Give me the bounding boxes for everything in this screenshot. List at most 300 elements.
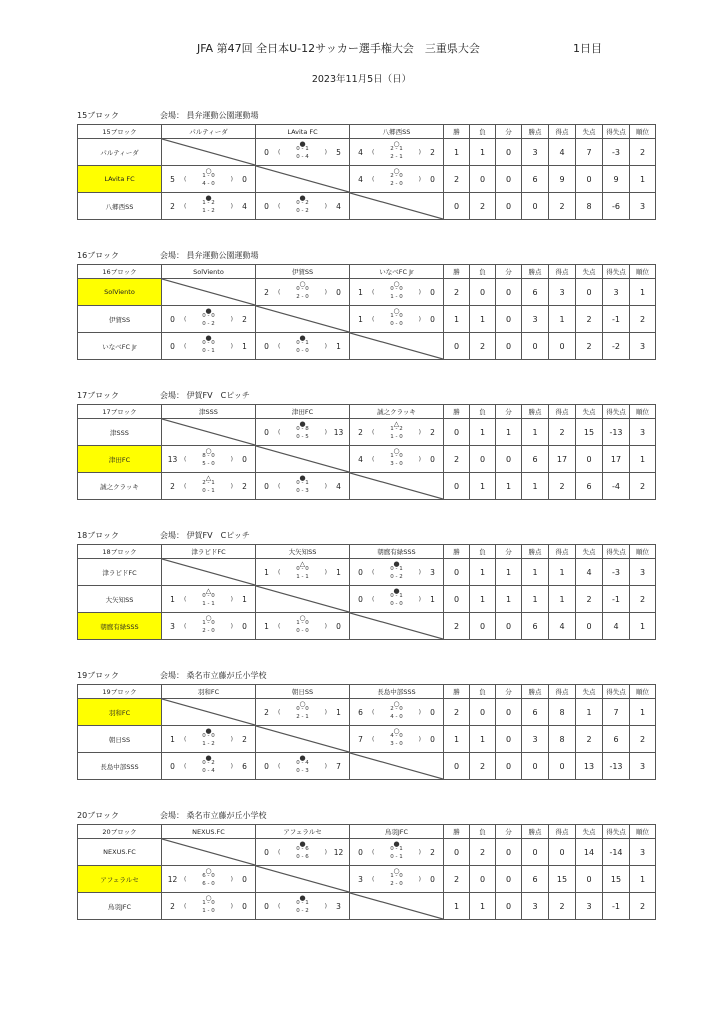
table-header-row bbox=[78, 685, 656, 699]
stat-value: 0 bbox=[444, 586, 470, 613]
paren-close: ) bbox=[418, 316, 421, 323]
result-mark: ○ bbox=[205, 867, 212, 875]
stat-header: 順位 bbox=[630, 685, 656, 699]
diagonal-line bbox=[162, 699, 255, 725]
stat-value: 0 bbox=[522, 333, 549, 360]
block-section bbox=[77, 390, 655, 500]
stat-value: 0 bbox=[444, 839, 470, 866]
stat-value: 1 bbox=[444, 893, 470, 920]
stat-value: 1 bbox=[522, 419, 549, 446]
paren-open: ( bbox=[372, 596, 375, 603]
goals-against: 1 bbox=[430, 595, 435, 604]
match-result-cell bbox=[162, 446, 256, 473]
result-mark: ● bbox=[299, 474, 306, 482]
goals-against: 1 bbox=[336, 342, 341, 351]
stat-header: 負 bbox=[470, 125, 496, 139]
first-half-score: 0 - 0 bbox=[390, 286, 403, 292]
match-result-cell bbox=[256, 193, 350, 220]
stat-header: 負 bbox=[470, 825, 496, 839]
paren-close: ) bbox=[230, 176, 233, 183]
stat-header: 順位 bbox=[630, 405, 656, 419]
block-name: 19ブロック bbox=[77, 671, 120, 680]
second-half-score: 0 - 0 bbox=[390, 601, 403, 607]
stat-header: 得失点 bbox=[603, 405, 630, 419]
stat-value: 2 bbox=[630, 473, 656, 500]
first-half-score: 0 - 1 bbox=[296, 340, 309, 346]
table-header-row bbox=[78, 265, 656, 279]
block-name: 16ブロック bbox=[77, 251, 120, 260]
second-half-score: 2 - 1 bbox=[296, 714, 309, 720]
first-half-score: 0 - 8 bbox=[296, 426, 309, 432]
team-name: アフェラルセ bbox=[78, 866, 162, 893]
first-half-score: 1 - 0 bbox=[202, 620, 215, 626]
goals-for: 4 bbox=[358, 455, 363, 464]
paren-close: ) bbox=[230, 736, 233, 743]
first-half-score: 1 - 0 bbox=[202, 900, 215, 906]
first-half-score: 1 - 0 bbox=[390, 873, 403, 879]
stat-value: 1 bbox=[630, 446, 656, 473]
result-mark: ○ bbox=[393, 700, 400, 708]
stat-header: 順位 bbox=[630, 125, 656, 139]
team-name: 朝鷹有緑SSS bbox=[78, 613, 162, 640]
first-half-score: 0 - 1 bbox=[390, 593, 403, 599]
result-mark: ● bbox=[299, 840, 306, 848]
paren-close: ) bbox=[418, 149, 421, 156]
team-row bbox=[78, 893, 656, 920]
second-half-score: 2 - 0 bbox=[296, 294, 309, 300]
goals-against: 4 bbox=[336, 202, 341, 211]
first-half-score: 0 - 0 bbox=[202, 733, 215, 739]
block-header bbox=[77, 810, 655, 824]
stat-value: 1 bbox=[522, 473, 549, 500]
diagonal-line bbox=[256, 726, 349, 752]
diagonal-line bbox=[162, 419, 255, 445]
stat-value: 2 bbox=[549, 193, 576, 220]
stat-value: 4 bbox=[549, 613, 576, 640]
team-name: 伊賀SS bbox=[78, 306, 162, 333]
goals-for: 3 bbox=[358, 875, 363, 884]
paren-close: ) bbox=[324, 709, 327, 716]
second-half-score: 0 - 0 bbox=[296, 348, 309, 354]
stat-value: 1 bbox=[470, 306, 496, 333]
stat-value: 1 bbox=[630, 613, 656, 640]
stat-value: 0 bbox=[444, 473, 470, 500]
table-header-row bbox=[78, 125, 656, 139]
paren-open: ( bbox=[372, 709, 375, 716]
block-venue: 会場： 桑名市立藤が丘小学校 bbox=[160, 671, 267, 680]
goals-for: 1 bbox=[264, 622, 269, 631]
stat-header: 分 bbox=[496, 405, 522, 419]
team-name: パルティーダ bbox=[78, 139, 162, 166]
stat-value: 4 bbox=[603, 613, 630, 640]
block-section bbox=[77, 110, 655, 220]
result-mark: △ bbox=[393, 420, 400, 428]
paren-open: ( bbox=[278, 763, 281, 770]
second-half-score: 6 - 0 bbox=[202, 881, 215, 887]
paren-close: ) bbox=[230, 763, 233, 770]
goals-against: 0 bbox=[242, 902, 247, 911]
paren-open: ( bbox=[372, 289, 375, 296]
stat-value: -13 bbox=[603, 419, 630, 446]
paren-open: ( bbox=[372, 736, 375, 743]
stat-value: 17 bbox=[603, 446, 630, 473]
second-half-score: 2 - 0 bbox=[390, 881, 403, 887]
second-half-score: 0 - 5 bbox=[296, 434, 309, 440]
paren-close: ) bbox=[230, 483, 233, 490]
block-section bbox=[77, 670, 655, 780]
stat-value: 9 bbox=[549, 166, 576, 193]
stat-value: 1 bbox=[630, 866, 656, 893]
second-half-score: 0 - 4 bbox=[296, 154, 309, 160]
stat-value: 1 bbox=[444, 726, 470, 753]
result-mark: ● bbox=[205, 334, 212, 342]
team-name: 長島中部SSS bbox=[78, 753, 162, 780]
diagonal-line bbox=[256, 306, 349, 332]
stat-header: 失点 bbox=[576, 405, 603, 419]
match-result-cell bbox=[256, 893, 350, 920]
second-half-score: 0 - 3 bbox=[296, 488, 309, 494]
stat-header: 勝点 bbox=[522, 825, 549, 839]
block-name: 17ブロック bbox=[77, 391, 120, 400]
block-name: 18ブロック bbox=[77, 531, 120, 540]
stat-value: 0 bbox=[576, 866, 603, 893]
stat-header: 勝点 bbox=[522, 685, 549, 699]
paren-open: ( bbox=[184, 343, 187, 350]
paren-close: ) bbox=[230, 456, 233, 463]
result-mark: ○ bbox=[299, 614, 306, 622]
table-header-row bbox=[78, 405, 656, 419]
result-mark: ○ bbox=[393, 167, 400, 175]
goals-for: 0 bbox=[358, 568, 363, 577]
goals-against: 2 bbox=[430, 148, 435, 157]
first-half-score: 0 - 2 bbox=[296, 200, 309, 206]
stat-header: 得失点 bbox=[603, 125, 630, 139]
stat-value: 2 bbox=[444, 446, 470, 473]
result-mark: ○ bbox=[393, 727, 400, 735]
stat-header: 失点 bbox=[576, 825, 603, 839]
stat-value: 13 bbox=[576, 753, 603, 780]
block-section bbox=[77, 530, 655, 640]
stat-header: 得点 bbox=[549, 825, 576, 839]
goals-against: 7 bbox=[336, 762, 341, 771]
standings-table bbox=[77, 404, 656, 500]
stat-header: 失点 bbox=[576, 545, 603, 559]
second-half-score: 0 - 4 bbox=[202, 768, 215, 774]
team-name: 津田FC bbox=[78, 446, 162, 473]
result-mark: ● bbox=[299, 754, 306, 762]
stat-value: 2 bbox=[630, 726, 656, 753]
stat-value: 1 bbox=[549, 559, 576, 586]
stat-value: 1 bbox=[496, 473, 522, 500]
stat-value: -4 bbox=[603, 473, 630, 500]
stat-value: 6 bbox=[522, 613, 549, 640]
goals-for: 2 bbox=[170, 482, 175, 491]
paren-open: ( bbox=[372, 429, 375, 436]
stat-header: 勝 bbox=[444, 825, 470, 839]
self-match-cell bbox=[350, 473, 444, 500]
match-result-cell bbox=[162, 166, 256, 193]
self-match-cell bbox=[162, 699, 256, 726]
paren-close: ) bbox=[418, 456, 421, 463]
paren-close: ) bbox=[418, 876, 421, 883]
team-row bbox=[78, 139, 656, 166]
stat-value: 3 bbox=[630, 753, 656, 780]
stat-value: 6 bbox=[522, 866, 549, 893]
stat-header: 勝点 bbox=[522, 405, 549, 419]
paren-open: ( bbox=[278, 623, 281, 630]
block-venue: 会場： 桑名市立藤が丘小学校 bbox=[160, 811, 267, 820]
stat-value: 2 bbox=[549, 893, 576, 920]
block-name: 20ブロック bbox=[77, 811, 120, 820]
goals-against: 0 bbox=[242, 175, 247, 184]
result-mark: ● bbox=[299, 194, 306, 202]
corner-label: 16ブロック bbox=[78, 265, 162, 279]
match-result-cell bbox=[162, 473, 256, 500]
goals-for: 1 bbox=[358, 315, 363, 324]
stat-value: 0 bbox=[470, 699, 496, 726]
goals-for: 12 bbox=[167, 875, 178, 884]
paren-close: ) bbox=[324, 623, 327, 630]
paren-close: ) bbox=[230, 623, 233, 630]
second-half-score: 1 - 0 bbox=[390, 434, 403, 440]
stat-value: 2 bbox=[470, 193, 496, 220]
stat-value: 8 bbox=[549, 699, 576, 726]
corner-label: 18ブロック bbox=[78, 545, 162, 559]
goals-against: 4 bbox=[336, 482, 341, 491]
paren-open: ( bbox=[372, 149, 375, 156]
result-mark: ○ bbox=[393, 867, 400, 875]
team-row bbox=[78, 193, 656, 220]
team-name: LAvita FC bbox=[78, 166, 162, 193]
match-result-cell bbox=[162, 333, 256, 360]
stat-value: 3 bbox=[630, 419, 656, 446]
self-match-cell bbox=[350, 333, 444, 360]
second-half-score: 2 - 0 bbox=[202, 628, 215, 634]
second-half-score: 0 - 1 bbox=[202, 348, 215, 354]
first-half-score: 1 - 0 bbox=[390, 313, 403, 319]
stat-value: 6 bbox=[522, 279, 549, 306]
stat-header: 勝点 bbox=[522, 265, 549, 279]
stat-header: 分 bbox=[496, 265, 522, 279]
result-mark: ○ bbox=[299, 700, 306, 708]
team-name: 誠之クラッキ bbox=[78, 473, 162, 500]
stat-value: 14 bbox=[576, 839, 603, 866]
goals-for: 0 bbox=[264, 482, 269, 491]
goals-for: 0 bbox=[264, 762, 269, 771]
match-result-cell bbox=[162, 726, 256, 753]
goals-for: 2 bbox=[358, 428, 363, 437]
stat-value: 0 bbox=[576, 166, 603, 193]
paren-close: ) bbox=[324, 289, 327, 296]
first-half-score: 1 - 0 bbox=[296, 620, 309, 626]
result-mark: ● bbox=[393, 587, 400, 595]
second-half-score: 0 - 2 bbox=[296, 908, 309, 914]
paren-open: ( bbox=[372, 569, 375, 576]
stat-value: 15 bbox=[603, 866, 630, 893]
stat-value: 2 bbox=[630, 586, 656, 613]
stat-value: 2 bbox=[630, 139, 656, 166]
team-name: 鳥羽JFC bbox=[78, 893, 162, 920]
result-mark: ○ bbox=[299, 280, 306, 288]
stat-value: 4 bbox=[576, 559, 603, 586]
paren-open: ( bbox=[184, 483, 187, 490]
goals-against: 0 bbox=[430, 175, 435, 184]
opponent-header: 大矢知SS bbox=[256, 545, 350, 559]
stat-header: 得点 bbox=[549, 545, 576, 559]
stat-value: -3 bbox=[603, 559, 630, 586]
first-half-score: 0 - 2 bbox=[202, 760, 215, 766]
match-result-cell bbox=[256, 473, 350, 500]
goals-for: 0 bbox=[264, 202, 269, 211]
paren-open: ( bbox=[278, 849, 281, 856]
corner-label: 17ブロック bbox=[78, 405, 162, 419]
team-row bbox=[78, 839, 656, 866]
stat-header: 失点 bbox=[576, 685, 603, 699]
goals-against: 3 bbox=[430, 568, 435, 577]
first-half-score: 0 - 1 bbox=[296, 900, 309, 906]
team-name: 羽和FC bbox=[78, 699, 162, 726]
goals-against: 4 bbox=[242, 202, 247, 211]
stat-value: 1 bbox=[496, 559, 522, 586]
stat-value: 0 bbox=[496, 446, 522, 473]
paren-close: ) bbox=[324, 429, 327, 436]
goals-for: 1 bbox=[358, 288, 363, 297]
opponent-header: LAvita FC bbox=[256, 125, 350, 139]
stat-value: 0 bbox=[444, 193, 470, 220]
stat-value: 3 bbox=[630, 559, 656, 586]
second-half-score: 0 - 2 bbox=[296, 208, 309, 214]
self-match-cell bbox=[162, 419, 256, 446]
goals-against: 1 bbox=[242, 342, 247, 351]
first-half-score: 1 - 0 bbox=[202, 173, 215, 179]
team-name: いなべFC Jr bbox=[78, 333, 162, 360]
second-half-score: 1 - 2 bbox=[202, 208, 215, 214]
stat-value: 9 bbox=[603, 166, 630, 193]
paren-open: ( bbox=[278, 343, 281, 350]
stat-value: 1 bbox=[630, 166, 656, 193]
opponent-header: 朝日SS bbox=[256, 685, 350, 699]
goals-against: 12 bbox=[333, 848, 344, 857]
tournament-title: JFA 第47回 全日本U-12サッカー選手権大会 三重県大会 bbox=[197, 42, 480, 55]
paren-open: ( bbox=[372, 456, 375, 463]
paren-close: ) bbox=[418, 569, 421, 576]
stat-value: 0 bbox=[496, 753, 522, 780]
paren-close: ) bbox=[418, 849, 421, 856]
opponent-header: 誠之クラッキ bbox=[350, 405, 444, 419]
result-mark: ● bbox=[205, 754, 212, 762]
stat-value: 2 bbox=[630, 306, 656, 333]
paren-open: ( bbox=[184, 456, 187, 463]
match-result-cell bbox=[350, 446, 444, 473]
block-header bbox=[77, 390, 655, 404]
result-mark: ● bbox=[299, 420, 306, 428]
day-label: 1日目 bbox=[573, 42, 602, 55]
stat-value: 3 bbox=[630, 839, 656, 866]
stat-value: 3 bbox=[522, 726, 549, 753]
goals-for: 0 bbox=[264, 148, 269, 157]
stat-value: 1 bbox=[470, 139, 496, 166]
result-mark: ○ bbox=[205, 447, 212, 455]
stat-value: 0 bbox=[549, 333, 576, 360]
goals-against: 1 bbox=[336, 708, 341, 717]
stat-value: 1 bbox=[496, 419, 522, 446]
opponent-header: 羽和FC bbox=[162, 685, 256, 699]
opponent-header: 長島中部SSS bbox=[350, 685, 444, 699]
stat-value: 3 bbox=[522, 139, 549, 166]
opponent-header: 津ラピドFC bbox=[162, 545, 256, 559]
team-row bbox=[78, 866, 656, 893]
first-half-score: 1 - 0 bbox=[390, 453, 403, 459]
table-header-row bbox=[78, 545, 656, 559]
stat-value: 2 bbox=[549, 473, 576, 500]
first-half-score: 0 - 0 bbox=[296, 286, 309, 292]
stat-value: 0 bbox=[576, 446, 603, 473]
stat-header: 勝 bbox=[444, 125, 470, 139]
stat-value: 1 bbox=[444, 139, 470, 166]
goals-against: 13 bbox=[333, 428, 344, 437]
stat-header: 得失点 bbox=[603, 825, 630, 839]
stat-header: 分 bbox=[496, 125, 522, 139]
first-half-score: 2 - 1 bbox=[390, 146, 403, 152]
goals-for: 5 bbox=[170, 175, 175, 184]
goals-against: 2 bbox=[242, 735, 247, 744]
opponent-header: いなべFC Jr bbox=[350, 265, 444, 279]
stat-value: 0 bbox=[522, 839, 549, 866]
diagonal-line bbox=[350, 893, 443, 919]
stat-value: 1 bbox=[522, 559, 549, 586]
stat-header: 順位 bbox=[630, 265, 656, 279]
block-section bbox=[77, 250, 655, 360]
match-result-cell bbox=[350, 419, 444, 446]
goals-for: 2 bbox=[170, 902, 175, 911]
stat-header: 負 bbox=[470, 685, 496, 699]
first-half-score: 0 - 0 bbox=[202, 313, 215, 319]
stat-value: 0 bbox=[470, 166, 496, 193]
diagonal-line bbox=[350, 613, 443, 639]
block-section bbox=[77, 810, 655, 920]
team-row bbox=[78, 559, 656, 586]
stat-value: 2 bbox=[470, 753, 496, 780]
stat-value: 0 bbox=[496, 279, 522, 306]
stat-header: 得点 bbox=[549, 125, 576, 139]
opponent-header: 津田FC bbox=[256, 405, 350, 419]
diagonal-line bbox=[256, 446, 349, 472]
paren-close: ) bbox=[324, 763, 327, 770]
result-mark: ● bbox=[299, 894, 306, 902]
first-half-score: 0 - 0 bbox=[202, 340, 215, 346]
first-half-score: 0 - 0 bbox=[296, 706, 309, 712]
paren-open: ( bbox=[372, 176, 375, 183]
result-mark: ○ bbox=[205, 894, 212, 902]
stat-header: 順位 bbox=[630, 545, 656, 559]
stat-value: 1 bbox=[549, 306, 576, 333]
block-name: 15ブロック bbox=[77, 111, 120, 120]
first-half-score: 8 - 0 bbox=[202, 453, 215, 459]
paren-close: ) bbox=[324, 569, 327, 576]
goals-for: 0 bbox=[358, 848, 363, 857]
diagonal-line bbox=[256, 166, 349, 192]
stat-value: 0 bbox=[470, 279, 496, 306]
goals-against: 0 bbox=[242, 622, 247, 631]
match-result-cell bbox=[350, 166, 444, 193]
stat-header: 負 bbox=[470, 265, 496, 279]
first-half-score: 2 - 1 bbox=[202, 480, 215, 486]
stat-value: 1 bbox=[576, 699, 603, 726]
second-half-score: 1 - 1 bbox=[296, 574, 309, 580]
opponent-header: SolViento bbox=[162, 265, 256, 279]
opponent-header: アフェラルセ bbox=[256, 825, 350, 839]
match-result-cell bbox=[350, 559, 444, 586]
